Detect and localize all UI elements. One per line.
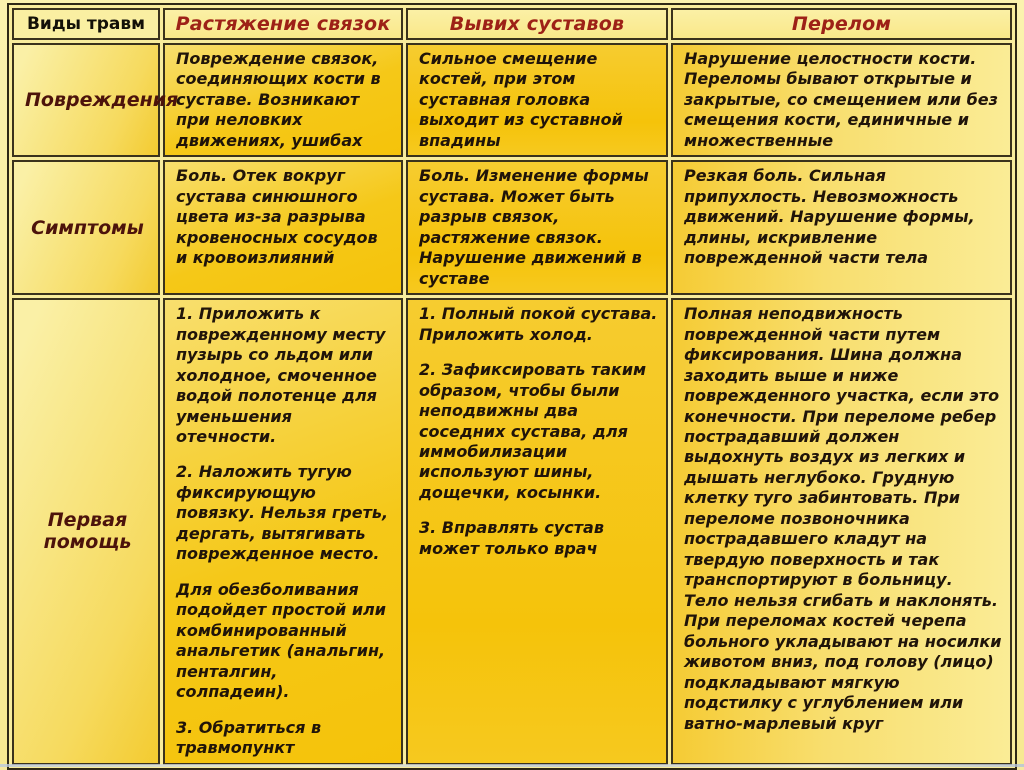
cell-paragraph: 2. Зафиксировать таким образом, чтобы были неподвижны два соседних сустава, для иммобилизации используют шины, дощечки, косынки. xyxy=(419,360,647,502)
cell-paragraph: Повреждение связок, соединяющих кости в суставе. Возникают при неловких движениях, ушибах xyxy=(176,49,381,150)
row-symptoms xyxy=(12,160,1012,295)
header-row xyxy=(12,8,1012,40)
cell-paragraph: Для обезболивания подойдет простой или комбинированный анальгетик (анальгин, пенталгин, солпадеин). xyxy=(176,579,386,702)
row-label-first-aid: Первая помощь xyxy=(12,298,160,764)
row-label-symptoms: Симптомы xyxy=(12,160,160,295)
column-header-sprain: Растяжение связок xyxy=(163,8,403,40)
row-label-damage: Повреждения xyxy=(12,43,160,157)
cell-paragraph: 1. Полный покой сустава. Приложить холод. xyxy=(419,304,658,344)
cell-damage-fracture xyxy=(671,43,1012,157)
cell-symptoms-dislocation xyxy=(406,160,668,295)
injury-types-table xyxy=(7,3,1017,770)
cell-paragraph: Сильное смещение костей, при этом суставная головка выходит из суставной впадины xyxy=(419,49,623,150)
cell-paragraph: 3. Вправлять сустав может только врач xyxy=(419,518,604,558)
cell-symptoms-sprain xyxy=(163,160,403,295)
cell-paragraph: Боль. Изменение формы сустава. Может быть разрыв связок, растяжение связок. Нарушение движений в суставе xyxy=(419,166,649,288)
column-header-fracture: Перелом xyxy=(671,8,1012,40)
row-damage xyxy=(12,43,1012,157)
cell-paragraph: Резкая боль. Сильная припухлость. Невозможность движений. Нарушение формы, длины, искривление поврежденной части тела xyxy=(684,166,975,268)
corner-header-cell: Виды травм xyxy=(12,8,160,40)
cell-first-aid-dislocation xyxy=(406,298,668,764)
cell-paragraph: Боль. Отек вокруг сустава синюшного цвета из-за разрыва кровеносных сосудов и кровоизлияний xyxy=(176,166,378,268)
cell-paragraph: 1. Приложить к поврежденному месту пузырь со льдом или холодное, смоченное водой полотенце для уменьшения отечности. xyxy=(176,304,386,446)
cell-first-aid-fracture xyxy=(671,298,1012,764)
column-header-dislocation: Вывих суставов xyxy=(406,8,668,40)
row-first-aid xyxy=(12,298,1012,764)
cell-paragraph: 3. Обратиться в травмопункт xyxy=(176,717,322,758)
cell-damage-sprain xyxy=(163,43,403,157)
cell-paragraph: Нарушение целостности кости. Переломы бывают открытые и закрытые, со смещением или без смещения кости, единичные и множественные xyxy=(684,49,998,150)
cell-paragraph: 2. Наложить тугую фиксирующую повязку. Нельзя греть, дергать, вытягивать поврежденное место. xyxy=(176,462,389,564)
cell-first-aid-sprain xyxy=(163,298,403,764)
cell-paragraph: Полная неподвижность поврежденной части путем фиксирования. Шина должна заходить выше и ниже поврежденного участка, если это конечности. При переломе ребер пострадавший должен выдохнуть воздух из легких и дышать неглубоко. Грудную клетку туго забинтовать. При переломе позвоночника пострадавшего кладут на твердую поверхность и так транспортируют в больницу. Тело нельзя сгибать и наклонять. При переломах костей черепа больного укладывают на носилки животом вниз, под голову (лицо) подкладывают мягкую подстилку с углублением или ватно-марлевый круг xyxy=(684,304,1002,733)
cell-symptoms-fracture xyxy=(671,160,1012,295)
cell-damage-dislocation xyxy=(406,43,668,157)
